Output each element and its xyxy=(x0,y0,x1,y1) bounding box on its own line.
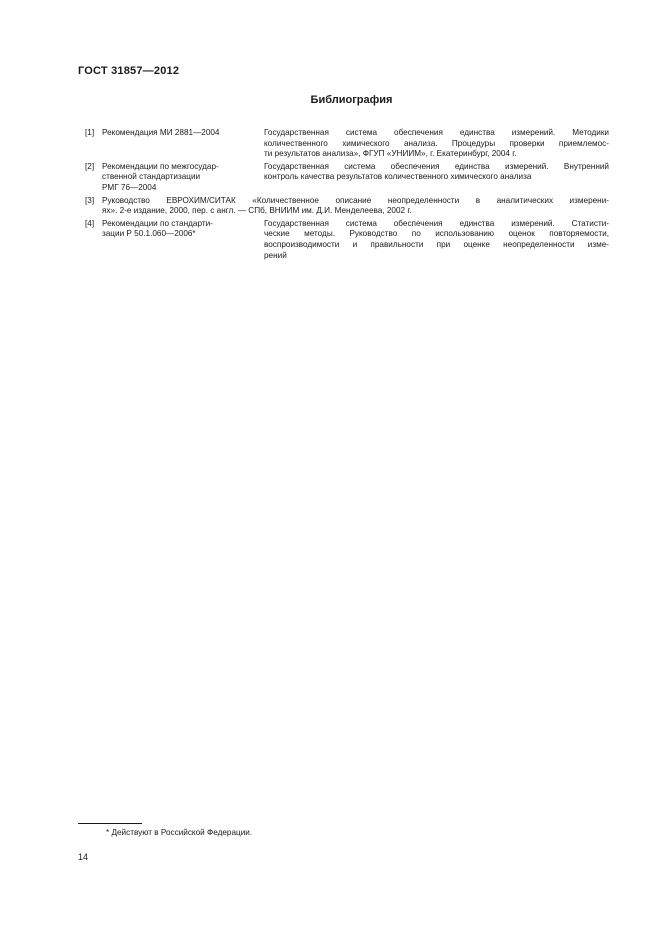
entry-source xyxy=(102,162,264,194)
entry-description xyxy=(264,162,609,194)
entry-description xyxy=(264,128,609,160)
source-line: зации Р 50.1.060—2006* xyxy=(102,229,196,239)
bibliography-entry-4 xyxy=(85,219,609,261)
bibliography-list xyxy=(85,128,609,263)
bibliography-entry-2 xyxy=(85,162,609,194)
entry-full-text xyxy=(102,196,609,217)
description-line: контроль качества результатов количественного химического анализа xyxy=(264,172,532,182)
description-line: воспроизводимости и правильности при оценке неопределенности изме- xyxy=(264,239,609,249)
full-text-line: Руководство ЕВРОХИМ/СИТАК «Количественное описание неопределенности в аналитических измерени- xyxy=(102,195,609,205)
entry-description xyxy=(264,219,609,261)
page-number: 14 xyxy=(78,852,89,862)
entry-number: [4] xyxy=(85,218,95,228)
footnote-divider xyxy=(78,823,142,824)
source-line: Рекомендации по межгосудар- xyxy=(102,161,219,171)
entry-number: [3] xyxy=(85,195,95,205)
source-line: Рекомендации по стандарти- xyxy=(102,218,213,228)
description-line: ческие методы. Руководство по использованию оценок повторяемости, xyxy=(264,229,609,239)
document-id-header: ГОСТ 31857—2012 xyxy=(78,65,180,77)
source-line: ственной стандартизации xyxy=(102,172,201,182)
bibliography-entry-1 xyxy=(85,128,609,160)
full-text-line: ях». 2-е издание, 2000, пер. с англ. — СПб, ВНИИМ им. Д.И. Менделеева, 2002 г. xyxy=(102,206,412,216)
source-line: Рекомендация МИ 2881—2004 xyxy=(102,128,220,137)
description-line: ти результатов анализа», ФГУП «УНИИМ», г. Екатеринбург, 2004 г. xyxy=(264,149,517,159)
description-line: Государственная система обеспечения единства измерений. Методики xyxy=(264,128,609,137)
description-line: количественного химического анализа. Процедуры проверки приемлемос- xyxy=(264,138,609,148)
source-line: РМГ 76—2004 xyxy=(102,182,157,192)
entry-number: [1] xyxy=(85,128,95,137)
entry-source xyxy=(102,128,264,160)
footnote: * Действуют в Российской Федерации. xyxy=(106,828,253,837)
entry-number: [2] xyxy=(85,161,95,171)
bibliography-entry-3 xyxy=(85,196,609,217)
description-line: рений xyxy=(264,250,287,260)
bibliography-title: Библиография xyxy=(310,94,393,106)
description-line: Государственная система обеспечения единства измерений. Статисти- xyxy=(264,218,609,228)
entry-source xyxy=(102,219,264,261)
description-line: Государственная система обеспечения единства измерений. Внутренний xyxy=(264,161,609,171)
